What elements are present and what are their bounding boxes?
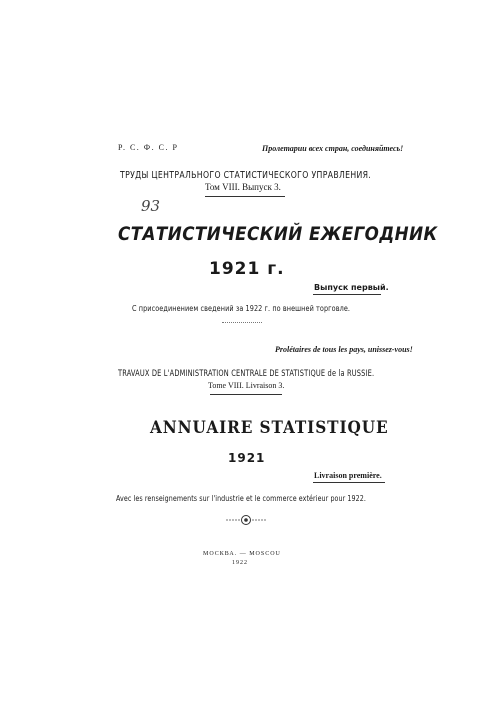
issue-ru: Выпуск первый. xyxy=(314,283,389,292)
volume-ru: Том VIII. Выпуск 3. xyxy=(205,182,281,192)
divider-rule xyxy=(205,196,285,197)
ornament-icon xyxy=(226,514,266,526)
imprint-year: 1922 xyxy=(232,560,248,566)
proletarian-slogan-fr: Prolétaires de tous les pays, unissez-vous! xyxy=(275,345,413,354)
dotted-separator xyxy=(222,322,262,323)
series-title-ru: ТРУДЫ ЦЕНТРАЛЬНОГО СТАТИСТИЧЕСКОГО УПРАВЛЕНИЯ. xyxy=(120,170,372,181)
supplement-note-fr: Avec les renseignements sur l'industrie et le commerce extérieur pour 1922. xyxy=(116,494,366,503)
divider-rule xyxy=(210,394,282,395)
handwritten-mark: 93 xyxy=(141,197,161,215)
issue-underline xyxy=(313,294,381,295)
series-title-fr: TRAVAUX DE L'ADMINISTRATION CENTRALE DE STATISTIQUE de la RUSSIE. xyxy=(118,369,375,379)
supplement-note-ru: С присоединением сведений за 1922 г. по внешней торговле. xyxy=(132,304,351,313)
main-title-ru: СТАТИСТИЧЕСКИЙ ЕЖЕГОДНИК xyxy=(118,223,438,245)
volume-fr: Tome VIII. Livraison 3. xyxy=(208,381,285,390)
year-ru: 1921 г. xyxy=(209,259,285,279)
issue-underline xyxy=(313,482,385,483)
imprint-place: МОСКВА. — MOSCOU xyxy=(203,551,281,557)
issue-fr: Livraison première. xyxy=(314,471,382,480)
year-fr: 1921 xyxy=(228,451,266,465)
proletarian-slogan-ru: Пролетарии всех стран, соединяйтесь! xyxy=(262,144,404,153)
rsfsr-label: Р. С. Ф. С. Р xyxy=(118,143,179,152)
main-title-fr: ANNUAIRE STATISTIQUE xyxy=(150,418,389,438)
